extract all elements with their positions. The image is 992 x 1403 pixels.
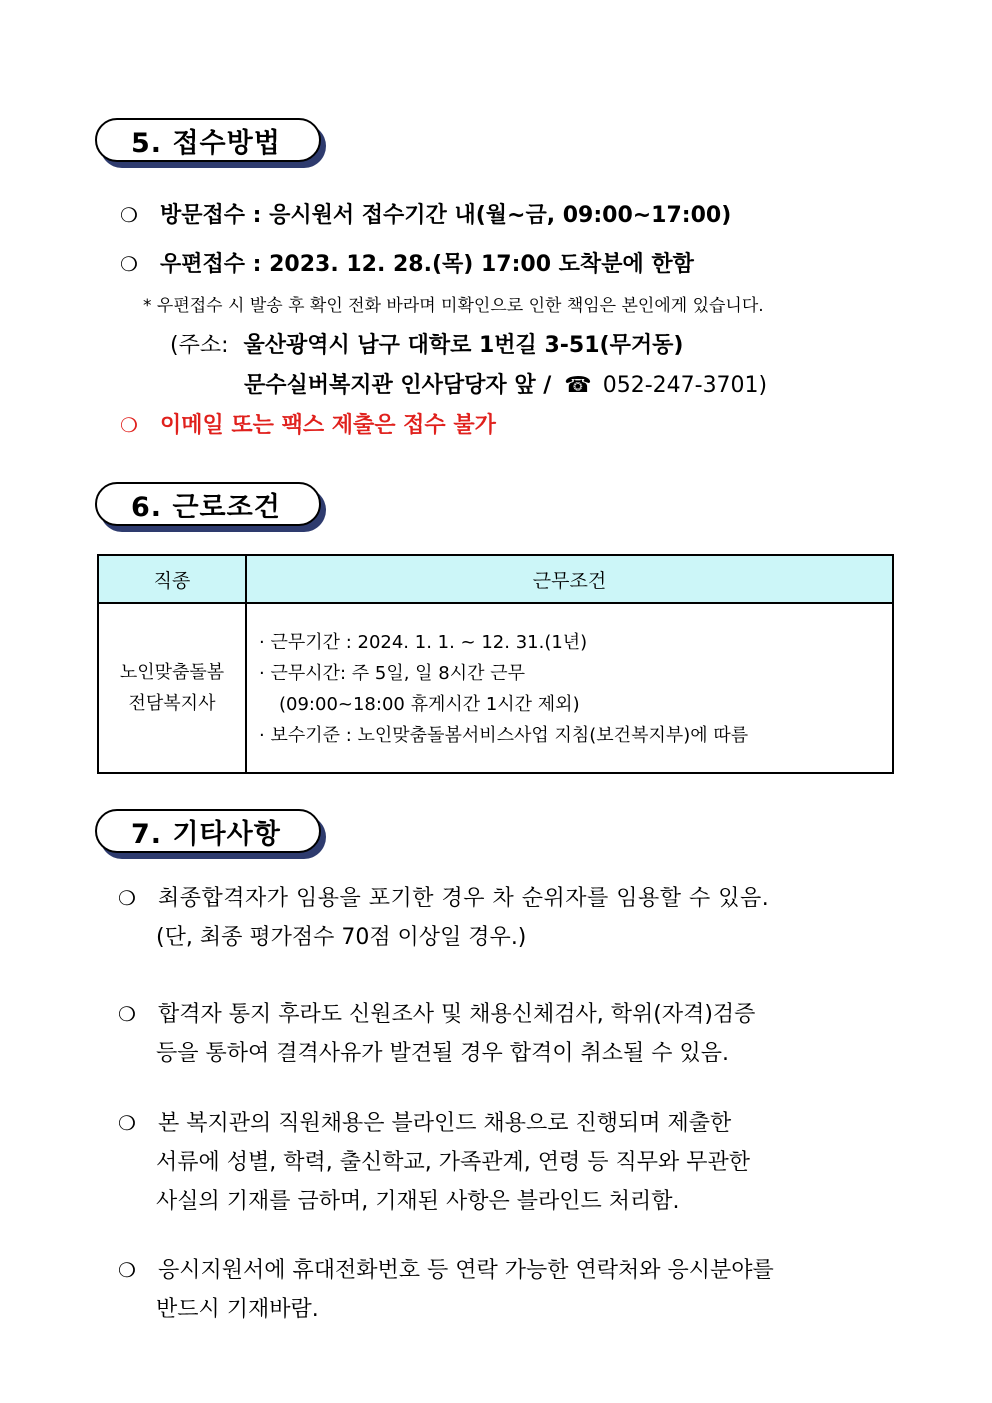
section-7-title — [95, 809, 321, 853]
item-text: 서류에 성별, 학력, 출신학교, 가족관계, 연령 등 직무와 무관한 — [156, 1150, 750, 1175]
condition-hours-detail: (09:00~18:00 휴게시간 1시간 제외) — [279, 694, 580, 715]
section-6-title — [95, 482, 321, 526]
bullet-icon: ❍ — [120, 203, 138, 227]
conditions-cell — [246, 603, 893, 773]
list-item — [118, 879, 900, 957]
header-job: 직종 — [98, 555, 246, 603]
mail-receipt-text: 우편접수 : 2023. 12. 28.(목) 17:00 도착분에 한함 — [160, 252, 694, 277]
recipient-text: 문수실버복지관 인사담당자 앞 / — [244, 373, 552, 398]
working-conditions-table — [97, 554, 894, 774]
table-header-row — [98, 555, 893, 603]
job-title-line-1: 노인맞춤돌봄 — [119, 662, 225, 683]
condition-hours: · 근무시간: 주 5일, 일 8시간 근무 — [259, 663, 526, 684]
item-text: 사실의 기재를 금하며, 기재된 사항은 블라인드 처리함. — [156, 1189, 680, 1214]
bullet-icon: ❍ — [120, 413, 138, 437]
bullet-icon: ❍ — [118, 886, 136, 910]
section-5-title — [95, 118, 321, 162]
section-7-title-text: 7. 기타사항 — [131, 818, 281, 850]
mail-receipt-line — [120, 247, 694, 278]
item-text: 합격자 통지 후라도 신원조사 및 채용신체검사, 학위(자격)검증 — [158, 1002, 756, 1027]
list-item — [118, 1251, 900, 1329]
condition-period: · 근무기간 : 2024. 1. 1. ~ 12. 31.(1년) — [259, 632, 588, 653]
item-text: 최종합격자가 임용을 포기한 경우 차 순위자를 임용할 수 있음. — [158, 886, 770, 911]
address-prefix: (주소: — [170, 333, 229, 358]
job-title-line-2: 전담복지사 — [128, 693, 216, 714]
bullet-icon: ❍ — [120, 252, 138, 276]
bullet-icon: ❍ — [118, 1258, 136, 1282]
phone-icon: ☎ — [564, 373, 592, 398]
mail-note: * 우편접수 시 발송 후 확인 전화 바라며 미확인으로 인한 책임은 본인에게 있습니다. — [143, 296, 764, 316]
condition-pay: · 보수기준 : 노인맞춤돌봄서비스사업 지침(보건복지부)에 따름 — [259, 725, 749, 746]
bullet-icon: ❍ — [118, 1002, 136, 1026]
phone-number: 052-247-3701) — [602, 373, 768, 398]
email-fax-notice — [120, 408, 496, 439]
item-text: (단, 최종 평가점수 70점 이상일 경우.) — [156, 925, 527, 950]
section-5-title-text: 5. 접수방법 — [131, 127, 281, 159]
list-item — [118, 995, 900, 1073]
visit-receipt-text: 방문접수 : 응시원서 접수기간 내(월~금, 09:00~17:00) — [160, 203, 732, 228]
header-conditions: 근무조건 — [246, 555, 893, 603]
item-text: 본 복지관의 직원채용은 블라인드 채용으로 진행되며 제출한 — [158, 1111, 732, 1136]
job-cell — [98, 603, 246, 773]
address-text: 울산광역시 남구 대학로 1번길 3-51(무거동) — [243, 333, 684, 358]
visit-receipt-line — [120, 198, 731, 229]
section-6-title-text: 6. 근로조건 — [131, 491, 281, 523]
address-line-1 — [170, 328, 683, 359]
address-line-2 — [244, 368, 767, 399]
bullet-icon: ❍ — [118, 1111, 136, 1135]
item-text: 반드시 기재바람. — [156, 1297, 319, 1322]
item-text: 등을 통하여 결격사유가 발견될 경우 합격이 취소될 수 있음. — [156, 1041, 729, 1066]
email-fax-text: 이메일 또는 팩스 제출은 접수 불가 — [160, 413, 496, 438]
table-row — [98, 603, 893, 773]
item-text: 응시지원서에 휴대전화번호 등 연락 가능한 연락처와 응시분야를 — [158, 1258, 774, 1283]
list-item — [118, 1104, 900, 1221]
